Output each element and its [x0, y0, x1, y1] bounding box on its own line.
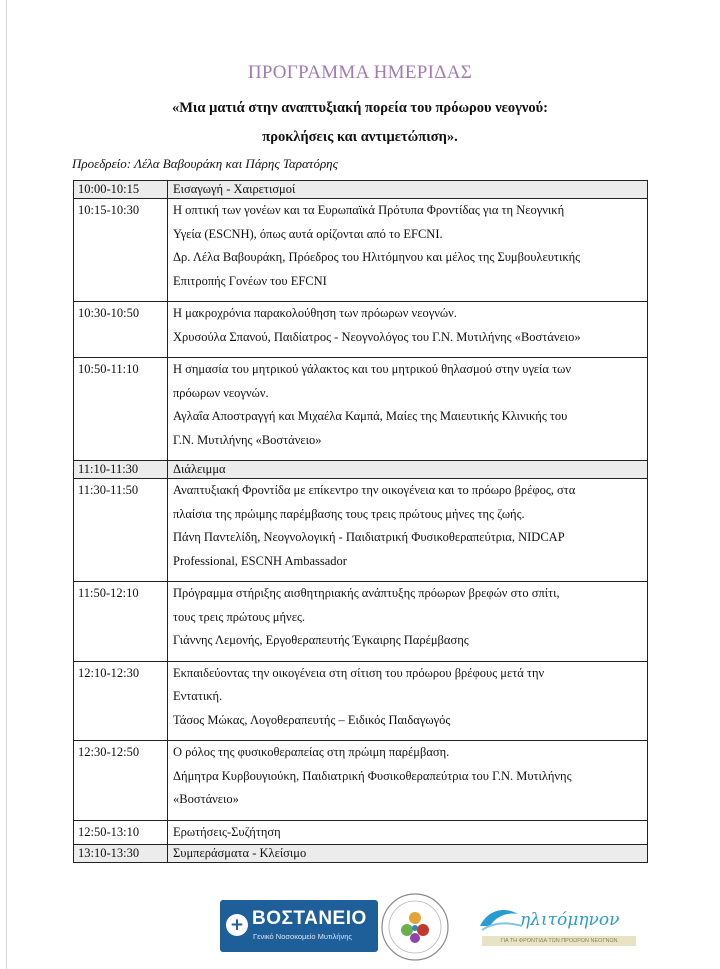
schedule-time-text: 11:50-12:10	[78, 586, 139, 600]
schedule-description-line: Πρόγραμμα στήριξης αισθητηριακής ανάπτυξης πρόωρων βρεφών στο σπίτι,	[173, 586, 560, 600]
seal-logo-icon	[380, 892, 450, 962]
schedule-description-line: Δρ. Λέλα Βαβουράκη, Πρόεδρος του Ηλιτόμηνου και μέλος της Συμβουλευτικής	[173, 250, 581, 264]
iltomenon-logo-sub: ΓΙΑ ΤΗ ΦΡΟΝΤΙΔΑ ΤΩΝ ΠΡΟΩΡΩΝ ΝΕΟΓΝΩΝ	[482, 936, 636, 946]
schedule-description-line: Γ.Ν. Μυτιλήνης «Βοστάνειο»	[173, 432, 322, 447]
logos-footer	[0, 890, 720, 960]
schedule-description	[168, 845, 648, 863]
schedule-row	[74, 199, 648, 302]
schedule-row	[74, 181, 648, 199]
schedule-description-line: Εισαγωγή - Χαιρετισμοί	[173, 182, 296, 196]
schedule-description	[168, 461, 648, 479]
schedule-time-text: 13:10-13:30	[78, 846, 140, 860]
schedule-description-line: Η μακροχρόνια παρακολούθηση των πρόωρων νεογνών.	[173, 306, 457, 320]
schedule-description-line: Τάσος Μώκας, Λογοθεραπευτής – Ειδικός Παιδαγωγός	[173, 712, 451, 727]
schedule-row	[74, 661, 648, 741]
schedule-time-text: 12:10-12:30	[78, 665, 140, 680]
schedule-row	[74, 741, 648, 821]
schedule-description-line: Γιάννης Λεμονής, Εργοθεραπευτής Έγκαιρης Παρέμβασης	[173, 633, 469, 647]
schedule-time	[74, 661, 168, 741]
schedule-description	[168, 181, 648, 199]
schedule-description-line: Εκπαιδεύοντας την οικογένεια στη σίτιση του πρόωρου βρέφους μετά την	[173, 665, 545, 680]
schedule-description	[168, 661, 648, 741]
schedule-time	[74, 741, 168, 821]
schedule-description	[168, 199, 648, 302]
schedule-description	[168, 302, 648, 358]
schedule-row	[74, 582, 648, 662]
subtitle-line-2: προκλήσεις και αντιμετώπιση».	[262, 129, 458, 145]
page-title: ΠΡΟΓΡΑΜΜΑ ΗΜΕΡΙΔΑΣ	[247, 62, 473, 83]
schedule-description	[168, 582, 648, 662]
schedule-row	[74, 479, 648, 582]
schedule-description-line: «Βοστάνειο»	[173, 792, 239, 806]
schedule-time	[74, 820, 168, 845]
schedule-row	[74, 302, 648, 358]
schedule-description-line: Υγεία (ESCNH), όπως αυτά ορίζονται από το EFCNI.	[173, 226, 443, 241]
schedule-time	[74, 845, 168, 863]
schedule-description-line: Διάλειμμα	[173, 462, 226, 476]
schedule-time	[74, 582, 168, 662]
schedule-time-text: 11:10-11:30	[78, 462, 139, 476]
schedule-time-text: 10:50-11:10	[78, 362, 139, 376]
schedule-time	[74, 199, 168, 302]
schedule-description-line: Αναπτυξιακή Φροντίδα με επίκεντρο την οικογένεια και το πρόωρο βρέφος, στα	[173, 483, 576, 497]
schedule-description	[168, 479, 648, 582]
schedule-table	[73, 180, 648, 863]
vostaneio-logo	[220, 900, 378, 952]
schedule-time	[74, 302, 168, 358]
iltomenon-logo-name: ηλιτόμηνον	[520, 910, 620, 930]
schedule-description-line: Χρυσούλα Σπανού, Παιδίατρος - Νεογνολόγος του Γ.Ν. Μυτιλήνης «Βοστάνειο»	[173, 329, 581, 344]
schedule-time	[74, 461, 168, 479]
schedule-time-text: 10:00-10:15	[78, 182, 140, 196]
schedule-description-line: Επιτροπής Γονέων του EFCNI	[173, 273, 327, 288]
schedule-description-line: πλαίσια της πρώιμης παρέμβασης τους τρεις πρώτους μήνες της ζωής.	[173, 506, 525, 521]
schedule-description	[168, 358, 648, 461]
vostaneio-logo-sub: Γενικό Νοσοκομείο Μυτιλήνης	[253, 932, 353, 941]
schedule-description-line: Συμπεράσματα - Κλείσιμο	[173, 846, 307, 860]
chairs-line: Προεδρείο: Λέλα Βαβουράκη και Πάρης Ταρατόρης	[72, 156, 338, 171]
schedule-time-text: 12:30-12:50	[78, 745, 140, 759]
schedule-row	[74, 358, 648, 461]
schedule-description-line: Professional, ESCNH Ambassador	[173, 553, 347, 568]
schedule-description-line: Εντατική.	[173, 689, 223, 703]
schedule-time	[74, 358, 168, 461]
schedule-description-line: Αγλαΐα Αποστραγγή και Μιχαέλα Καμπά, Μαίες της Μαιευτικής Κλινικής του	[173, 409, 568, 423]
schedule-description-line: Η οπτική των γονέων και τα Ευρωπαϊκά Πρότυπα Φροντίδας για τη Νεογνική	[173, 203, 565, 217]
vostaneio-logo-name: ΒΟΣΤΑΝΕΙΟ	[252, 908, 367, 929]
schedule-time	[74, 479, 168, 582]
iltomenon-logo	[478, 904, 640, 950]
schedule-time-text: 12:50-13:10	[78, 824, 140, 839]
schedule-description-line: πρόωρων νεογνών.	[173, 385, 269, 400]
schedule-time-text: 10:30-10:50	[78, 306, 140, 320]
schedule-description	[168, 741, 648, 821]
schedule-description-line: Πάνη Παντελίδη, Νεογνολογική - Παιδιατρική Φυσικοθεραπεύτρια, NIDCAP	[173, 530, 565, 544]
schedule-row	[74, 845, 648, 863]
schedule-row	[74, 820, 648, 845]
schedule-time-text: 11:30-11:50	[78, 483, 139, 497]
schedule-description-line: Δήμητρα Κυρβουγιούκη, Παιδιατρική Φυσικοθεραπεύτρια του Γ.Ν. Μυτιλήνης	[173, 768, 572, 783]
schedule-time	[74, 181, 168, 199]
schedule-description	[168, 820, 648, 845]
schedule-description-line: τους τρεις πρώτους μήνες.	[173, 609, 306, 624]
schedule-description-line: Ερωτήσεις-Συζήτηση	[173, 824, 281, 839]
schedule-description-line: Ο ρόλος της φυσικοθεραπείας στη πρώιμη παρέμβαση.	[173, 745, 450, 759]
schedule-row	[74, 461, 648, 479]
schedule-description-line: Η σημασία του μητρικού γάλακτος και του μητρικού θηλασμού στην υγεία των	[173, 362, 571, 376]
cross-icon: +	[226, 914, 248, 936]
subtitle-line-1: «Μια ματιά στην αναπτυξιακή πορεία του πρόωρου νεογνού:	[172, 100, 548, 116]
schedule-time-text: 10:15-10:30	[78, 203, 140, 217]
